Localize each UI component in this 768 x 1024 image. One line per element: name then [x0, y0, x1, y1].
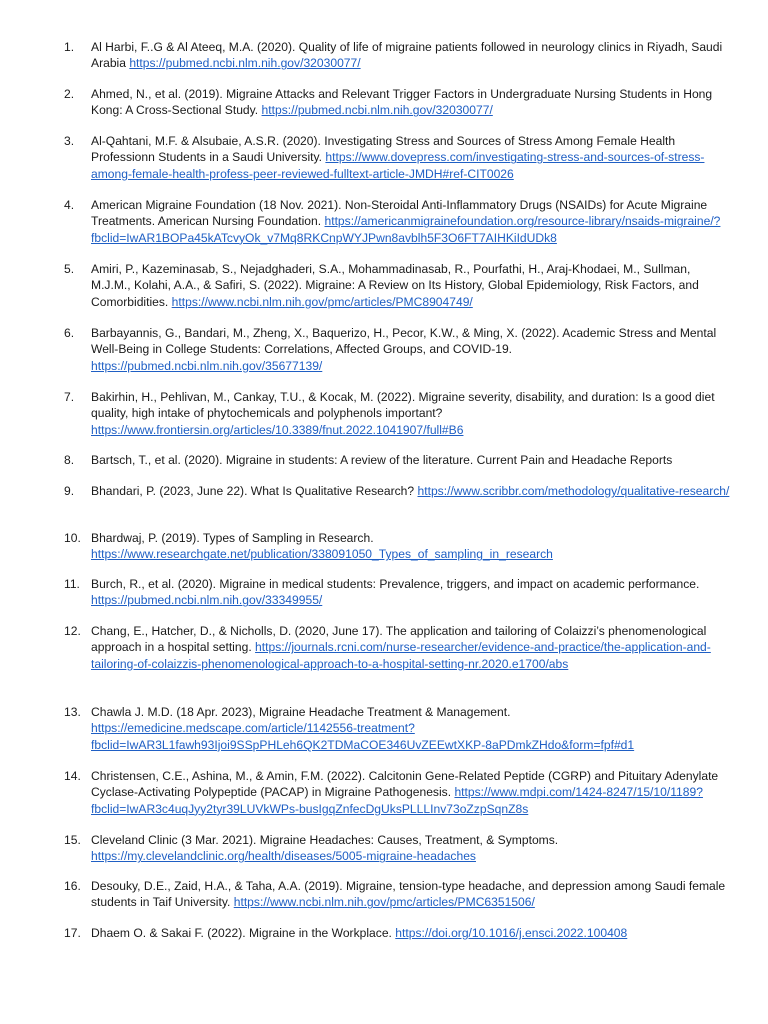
- reference-text: [91, 133, 731, 182]
- reference-text: [91, 530, 731, 563]
- reference-number: 3.: [64, 134, 75, 148]
- reference-number: 6.: [64, 326, 75, 340]
- citation-text: Desouky, D.E., Zaid, H.A., & Taha, A.A. (2019). Migraine, tension-type headache, and depression among Saudi female students in Taif University.: [91, 879, 726, 910]
- reference-text: [91, 325, 731, 374]
- reference-number: 10.: [64, 531, 81, 545]
- citation-text: Dhaem O. & Sakai F. (2022). Migraine in the Workplace.: [91, 926, 396, 940]
- reference-text: [91, 261, 731, 310]
- citation-text: Bhandari, P. (2023, June 22). What Is Qualitative Research?: [91, 484, 418, 498]
- citation-text: Bakirhin, H., Pehlivan, M., Cankay, T.U., & Kocak, M. (2022). Migraine severity, disability, and duration: Is a good diet quality, high intake of phytochemicals and polyphenols important?: [91, 390, 715, 421]
- reference-text: [91, 576, 731, 609]
- reference-number: 5.: [64, 262, 75, 276]
- citation-text: Al Harbi, F..G & Al Ateeq, M.A. (2020). Quality of life of migraine patients followed in neurology clinics in Riyadh, Saudi Arabia: [91, 40, 723, 71]
- reference-number: 7.: [64, 390, 75, 404]
- reference-link[interactable]: https://www.dovepress.com/investigating-stress-and-sources-of-stress-among-female-health-profess-peer-reviewed-fulltext-article-JMDH#ref-CIT0026: [91, 150, 705, 181]
- reference-link[interactable]: https://pubmed.ncbi.nlm.nih.gov/35677139/: [91, 358, 323, 373]
- reference-number: 15.: [64, 833, 81, 847]
- citation-text: Bartsch, T., et al. (2020). Migraine in students: A review of the literature. Current Pain and Headache Reports: [91, 453, 673, 467]
- citation-text: Christensen, C.E., Ashina, M., & Amin, F.M. (2022). Calcitonin Gene-Related Peptide (CGRP) and Pituitary Adenylate Cyclase-Activating Polypeptide (PACAP) in Migraine Pathogenesis.: [91, 769, 719, 800]
- reference-link[interactable]: https://pubmed.ncbi.nlm.nih.gov/32030077/: [261, 103, 493, 118]
- reference-number: 4.: [64, 198, 75, 212]
- citation-text: Ahmed, N., et al. (2019). Migraine Attacks and Relevant Trigger Factors in Undergraduate Nursing Students in Hong Kong: A Cross-Sectional Study.: [91, 87, 713, 118]
- reference-text: [91, 768, 731, 817]
- citation-text: Burch, R., et al. (2020). Migraine in medical students: Prevalence, triggers, and impact on academic performance.: [91, 577, 700, 591]
- citation-text: American Migraine Foundation (18 Nov. 2021). Non-Steroidal Anti-Inflammatory Drugs (NSAIDs) for Acute Migraine Treatments. American Nursing Foundation.: [91, 198, 708, 229]
- reference-number: 12.: [64, 624, 81, 638]
- reference-link[interactable]: https://doi.org/10.1016/j.ensci.2022.100408: [395, 926, 628, 940]
- reference-number: 2.: [64, 87, 75, 101]
- citation-text: Chang, E., Hatcher, D., & Nicholls, D. (2020, June 17). The application and tailoring of Colaizzi’s phenomenological approach in a hospital setting.: [91, 624, 707, 655]
- reference-text: [91, 878, 731, 911]
- reference-text: [91, 197, 731, 246]
- reference-text: [91, 39, 731, 72]
- citation-text: Cleveland Clinic (3 Mar. 2021). Migraine Headaches: Causes, Treatment, & Symptoms.: [91, 833, 559, 847]
- reference-number: 11.: [64, 577, 80, 591]
- reference-text: [91, 86, 731, 119]
- reference-text: [91, 704, 731, 753]
- reference-link[interactable]: https://americanmigrainefoundation.org/resource-library/nsaids-migraine/?fbclid=IwAR1BOPa45kATcvyOk_v7Mq8RKCnpWYJPwn8avblh5F3O6FT7AIHKiIdUDk8: [91, 214, 721, 245]
- reference-text: [91, 389, 731, 438]
- reference-text: [91, 452, 731, 468]
- citation-text: Barbayannis, G., Bandari, M., Zheng, X., Baquerizo, H., Pecor, K.W., & Ming, X. (2022). Academic Stress and Mental Well-Being in College Students: Correlations, Affected Groups, and COVID-19.: [91, 326, 717, 357]
- citation-text: Al-Qahtani, M.F. & Alsubaie, A.S.R. (2020). Investigating Stress and Sources of Stress Among Female Health Professionn Students in a Saudi University.: [91, 134, 676, 165]
- reference-link[interactable]: https://my.clevelandclinic.org/health/diseases/5005-migraine-headaches: [91, 849, 476, 864]
- reference-link[interactable]: https://www.researchgate.net/publication/338091050_Types_of_sampling_in_research: [91, 547, 553, 562]
- reference-link[interactable]: https://pubmed.ncbi.nlm.nih.gov/33349955/: [91, 593, 323, 608]
- reference-link[interactable]: https://www.ncbi.nlm.nih.gov/pmc/articles/PMC8904749/: [171, 294, 473, 309]
- reference-number: 9.: [64, 484, 75, 498]
- reference-link[interactable]: https://www.ncbi.nlm.nih.gov/pmc/articles/PMC6351506/: [233, 895, 535, 910]
- reference-number: 14.: [64, 769, 81, 783]
- reference-link[interactable]: https://emedicine.medscape.com/article/1142556-treatment?fbclid=IwAR3L1fawh93Ijoi9SSpPHLeh6QK2TDMaCOE346UvZEEwtXKP-8aPDmkZHdo&form=fpf#d1: [91, 721, 635, 752]
- reference-text: [91, 483, 731, 499]
- reference-link[interactable]: https://www.mdpi.com/1424-8247/15/10/1189?fbclid=IwAR3c4uqJyy2tyr39LUVkWPs-busIgqZnfecDgUksPLLLInv73oZzpSqnZ8s: [91, 785, 703, 816]
- citation-text: Chawla J. M.D. (18 Apr. 2023), Migraine Headache Treatment & Management.: [91, 705, 511, 719]
- reference-text: [91, 623, 731, 672]
- citation-text: Amiri, P., Kazeminasab, S., Nejadghaderi, S.A., Mohammadinasab, R., Pourfathi, H., Araj-Khodaei, M., Sullman, M.J.M., Kolahi, A.A., & Safiri, S. (2022). Migraine: A Review on Its History, Global Epidemiology, Risk Factors, and Comorbidities.: [91, 262, 699, 309]
- citation-text: Bhardwaj, P. (2019). Types of Sampling in Research.: [91, 531, 374, 545]
- reference-link[interactable]: https://journals.rcni.com/nurse-researcher/evidence-and-practice/the-application-and-tailoring-of-colaizzis-phenomenological-approach-to-a-hospital-setting-nr.2020.e1700/abs: [91, 640, 711, 671]
- reference-link[interactable]: https://pubmed.ncbi.nlm.nih.gov/32030077/: [129, 56, 361, 71]
- reference-number: 16.: [64, 879, 81, 893]
- reference-number: 1.: [64, 40, 75, 54]
- reference-number: 8.: [64, 453, 75, 467]
- reference-link[interactable]: https://www.scribbr.com/methodology/qualitative-research/: [417, 484, 730, 498]
- reference-text: [91, 832, 731, 865]
- reference-text: [91, 925, 731, 941]
- reference-number: 13.: [64, 705, 81, 719]
- reference-link[interactable]: https://www.frontiersin.org/articles/10.3389/fnut.2022.1041907/full#B6: [91, 422, 464, 437]
- reference-number: 17.: [64, 926, 81, 940]
